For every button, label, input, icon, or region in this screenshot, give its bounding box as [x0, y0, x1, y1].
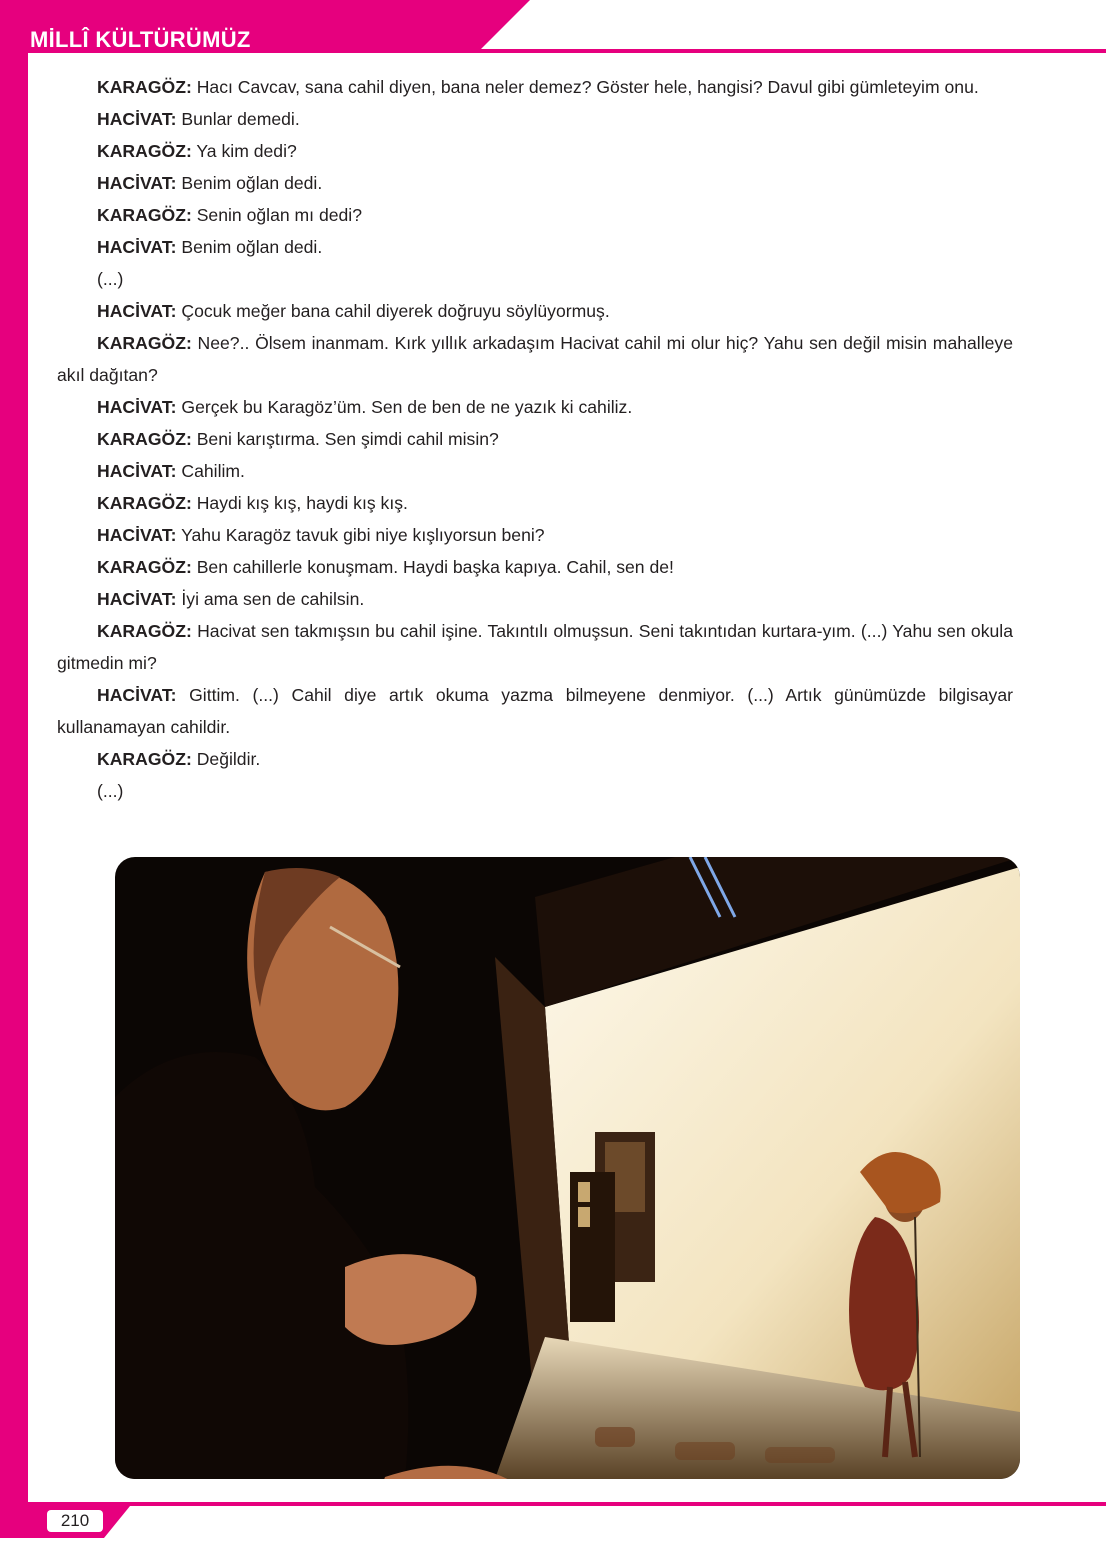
speaker-label: KARAGÖZ: — [97, 749, 192, 769]
dialogue-line — [57, 135, 1013, 167]
line-text: Cahilim. — [176, 461, 245, 481]
dialogue-line — [57, 199, 1013, 231]
line-text: Hacivat sen takmışsın bu cahil işine. Takıntılı olmuşsun. Seni takıntıdan kurtara-yım. (...) Yahu sen okula gitmedin mi? — [57, 621, 1013, 673]
dialogue-line — [57, 231, 1013, 263]
line-text: Haydi kış kış, haydi kış kış. — [191, 493, 408, 513]
line-text: (...) — [97, 781, 124, 801]
dialogue-line — [57, 167, 1013, 199]
dialogue-line — [57, 679, 1013, 743]
shadow-play-photo — [115, 857, 1020, 1479]
dialogue-line — [57, 487, 1013, 519]
dialogue-line — [57, 519, 1013, 551]
dialogue-text — [57, 71, 1013, 807]
speaker-label: HACİVAT: — [97, 589, 177, 609]
line-text: İyi ama sen de cahilsin. — [176, 589, 365, 609]
speaker-label: KARAGÖZ: — [97, 557, 192, 577]
line-text: Yahu Karagöz tavuk gibi niye kışlıyorsun beni? — [176, 525, 545, 545]
speaker-label: KARAGÖZ: — [97, 429, 192, 449]
left-accent-bar — [0, 0, 28, 1536]
speaker-label: KARAGÖZ: — [97, 205, 192, 225]
section-title: MİLLÎ KÜLTÜRÜMÜZ — [30, 27, 251, 52]
line-text: Ben cahillerle konuşmam. Haydi başka kapıya. Cahil, sen de! — [191, 557, 674, 577]
dialogue-line — [57, 327, 1013, 391]
line-text: Ya kim dedi? — [191, 141, 297, 161]
speaker-label: HACİVAT: — [97, 173, 177, 193]
line-text: Beni karıştırma. Sen şimdi cahil misin? — [191, 429, 499, 449]
line-text: Çocuk meğer bana cahil diyerek doğruyu söylüyormuş. — [176, 301, 610, 321]
speaker-label: HACİVAT: — [97, 397, 177, 417]
speaker-label: HACİVAT: — [97, 109, 177, 129]
line-text: Gittim. (...) Cahil diye artık okuma yazma bilmeyene denmiyor. (...) Artık günümüzde bilgisayar kullanamayan cahildir. — [57, 685, 1013, 737]
line-text: Benim oğlan dedi. — [176, 173, 323, 193]
speaker-label: HACİVAT: — [97, 461, 177, 481]
dialogue-line — [57, 71, 1013, 103]
line-text: (...) — [97, 269, 124, 289]
speaker-label: HACİVAT: — [97, 301, 177, 321]
dialogue-line — [57, 583, 1013, 615]
page-number: 210 — [47, 1510, 103, 1532]
line-text: Senin oğlan mı dedi? — [191, 205, 363, 225]
dialogue-line — [57, 455, 1013, 487]
dialogue-line — [57, 551, 1013, 583]
speaker-label: HACİVAT: — [97, 525, 177, 545]
speaker-label: HACİVAT: — [97, 685, 177, 705]
line-text: Gerçek bu Karagöz’üm. Sen de ben de ne yazık ki cahiliz. — [176, 397, 633, 417]
speaker-label: HACİVAT: — [97, 237, 177, 257]
dialogue-line — [57, 295, 1013, 327]
dialogue-line — [57, 391, 1013, 423]
dialogue-line — [57, 615, 1013, 679]
speaker-label: KARAGÖZ: — [97, 621, 192, 641]
line-text: Nee?.. Ölsem inanmam. Kırk yıllık arkadaşım Hacivat cahil mi olur hiç? Yahu sen değil misin mahalleye akıl dağıtan? — [57, 333, 1013, 385]
line-text: Benim oğlan dedi. — [176, 237, 323, 257]
speaker-label: KARAGÖZ: — [97, 77, 192, 97]
header-rule — [470, 49, 1106, 53]
dialogue-line — [57, 263, 1013, 295]
line-text: Değildir. — [191, 749, 261, 769]
speaker-label: KARAGÖZ: — [97, 141, 192, 161]
dialogue-line — [57, 743, 1013, 775]
dialogue-line — [57, 775, 1013, 807]
footer-rule — [0, 1502, 1106, 1506]
dialogue-line — [57, 423, 1013, 455]
dialogue-line — [57, 103, 1013, 135]
line-text: Bunlar demedi. — [176, 109, 300, 129]
line-text: Hacı Cavcav, sana cahil diyen, bana neler demez? Göster hele, hangisi? Davul gibi gümleteyim onu. — [191, 77, 979, 97]
speaker-label: KARAGÖZ: — [97, 493, 192, 513]
speaker-label: KARAGÖZ: — [97, 333, 192, 353]
